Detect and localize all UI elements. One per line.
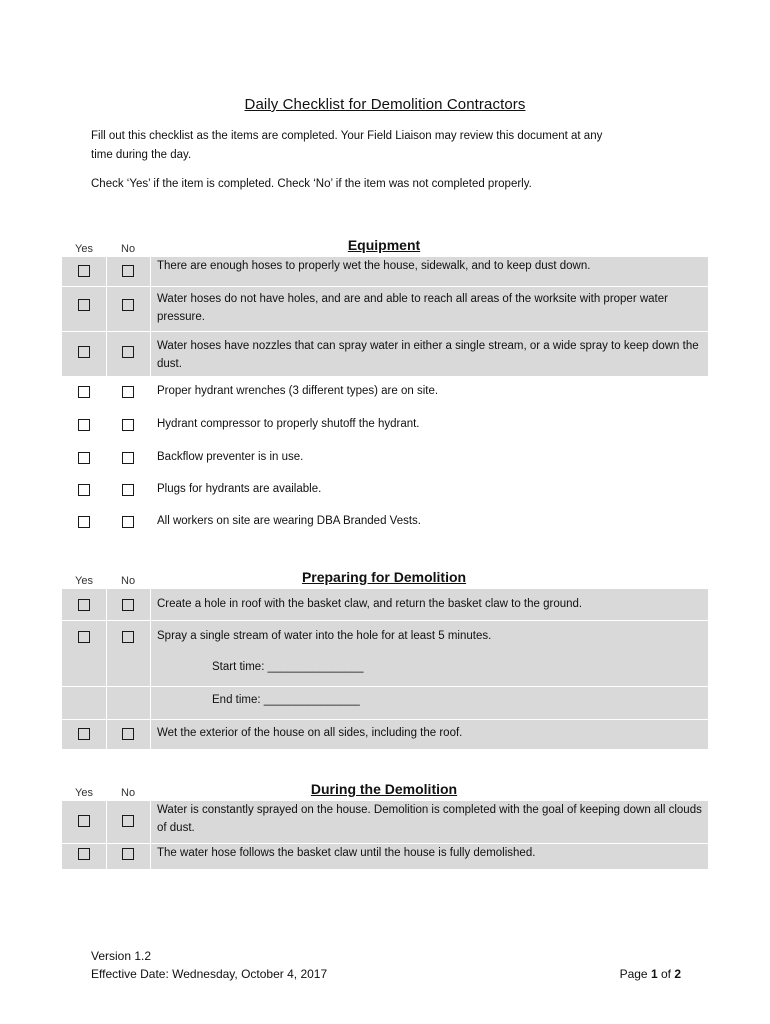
- during-item-2-yes-checkbox[interactable]: [78, 848, 90, 860]
- page-prefix: Page: [619, 967, 651, 981]
- start-time-field[interactable]: Start time: _______________: [212, 661, 364, 673]
- section-heading-equipment: Equipment: [347, 237, 421, 253]
- row-divider: [62, 331, 708, 332]
- column-header-no: No: [121, 243, 136, 255]
- intro-line-2: time during the day.: [91, 149, 192, 161]
- row-divider: [62, 686, 708, 687]
- equipment-item-3-no-checkbox[interactable]: [122, 346, 134, 358]
- column-divider: [106, 257, 107, 376]
- equipment-item-8-yes-checkbox[interactable]: [78, 516, 90, 528]
- column-header-no: No: [121, 575, 136, 587]
- row-divider: [62, 620, 708, 621]
- equipment-item-6-no-checkbox[interactable]: [122, 452, 134, 464]
- page-current: 1: [650, 967, 658, 981]
- page-number: [560, 967, 681, 981]
- column-header-yes: Yes: [75, 787, 93, 799]
- equipment-item-4-text: Proper hydrant wrenches (3 different types) are on site.: [157, 385, 439, 397]
- equipment-item-8-no-checkbox[interactable]: [122, 516, 134, 528]
- preparing-item-2-text: Spray a single stream of water into the hole for at least 5 minutes.: [157, 630, 492, 642]
- column-divider: [150, 257, 151, 376]
- during-item-1-yes-checkbox[interactable]: [78, 815, 90, 827]
- document-title: Daily Checklist for Demolition Contractors: [244, 96, 526, 113]
- version-label: Version 1.2: [91, 949, 152, 963]
- preparing-item-2-yes-checkbox[interactable]: [78, 631, 90, 643]
- preparing-item-3-yes-checkbox[interactable]: [78, 728, 90, 740]
- column-divider: [106, 589, 107, 749]
- page-total: 2: [674, 967, 681, 981]
- equipment-item-6-text: Backflow preventer is in use.: [157, 451, 304, 463]
- during-item-2-no-checkbox[interactable]: [122, 848, 134, 860]
- preparing-item-1-no-checkbox[interactable]: [122, 599, 134, 611]
- intro-line-1: Fill out this checklist as the items are completed. Your Field Liaison may review this document at any: [91, 130, 603, 142]
- equipment-item-5-no-checkbox[interactable]: [122, 419, 134, 431]
- row-divider: [62, 719, 708, 720]
- equipment-item-1-yes-checkbox[interactable]: [78, 265, 90, 277]
- equipment-item-3-yes-checkbox[interactable]: [78, 346, 90, 358]
- preparing-item-3-text: Wet the exterior of the house on all sides, including the roof.: [157, 727, 463, 739]
- equipment-item-2-text: Water hoses do not have holes, and are and able to reach all areas of the worksite with proper water pressure.: [157, 293, 668, 323]
- preparing-item-3-no-checkbox[interactable]: [122, 728, 134, 740]
- equipment-item-1-text: There are enough hoses to properly wet the house, sidewalk, and to keep dust down.: [157, 260, 591, 272]
- equipment-item-2-yes-checkbox[interactable]: [78, 299, 90, 311]
- preparing-item-1-text: Create a hole in roof with the basket claw, and return the basket claw to the ground.: [157, 598, 583, 610]
- effective-date: Effective Date: Wednesday, October 4, 2017: [91, 967, 328, 981]
- equipment-item-4-yes-checkbox[interactable]: [78, 386, 90, 398]
- row-divider: [62, 843, 708, 844]
- equipment-item-4-no-checkbox[interactable]: [122, 386, 134, 398]
- during-item-1-text: Water is constantly sprayed on the house. Demolition is completed with the goal of keeping down all clouds of dust.: [157, 804, 702, 834]
- column-divider: [150, 589, 151, 749]
- equipment-item-7-text: Plugs for hydrants are available.: [157, 483, 322, 495]
- column-divider: [150, 801, 151, 869]
- equipment-item-3-text: Water hoses have nozzles that can spray water in either a single stream, or a wide spray to keep down the dust.: [157, 340, 699, 370]
- section-heading-preparing: Preparing for Demolition: [301, 569, 467, 585]
- section-heading-during: During the Demolition: [310, 781, 458, 797]
- preparing-item-2-no-checkbox[interactable]: [122, 631, 134, 643]
- column-header-yes: Yes: [75, 575, 93, 587]
- row-divider: [62, 286, 708, 287]
- column-header-no: No: [121, 787, 136, 799]
- equipment-item-5-yes-checkbox[interactable]: [78, 419, 90, 431]
- equipment-item-6-yes-checkbox[interactable]: [78, 452, 90, 464]
- equipment-item-7-yes-checkbox[interactable]: [78, 484, 90, 496]
- end-time-field[interactable]: End time: _______________: [212, 694, 360, 706]
- equipment-item-7-no-checkbox[interactable]: [122, 484, 134, 496]
- equipment-item-8-text: All workers on site are wearing DBA Branded Vests.: [157, 515, 421, 527]
- preparing-item-1-yes-checkbox[interactable]: [78, 599, 90, 611]
- intro-instructions: Check ‘Yes’ if the item is completed. Check ‘No’ if the item was not completed properly.: [91, 178, 532, 190]
- column-divider: [106, 801, 107, 869]
- equipment-item-5-text: Hydrant compressor to properly shutoff the hydrant.: [157, 418, 420, 430]
- during-item-1-no-checkbox[interactable]: [122, 815, 134, 827]
- column-header-yes: Yes: [75, 243, 93, 255]
- equipment-item-2-no-checkbox[interactable]: [122, 299, 134, 311]
- during-item-2-text: The water hose follows the basket claw until the house is fully demolished.: [157, 847, 536, 859]
- page-of: of: [657, 967, 675, 981]
- equipment-item-1-no-checkbox[interactable]: [122, 265, 134, 277]
